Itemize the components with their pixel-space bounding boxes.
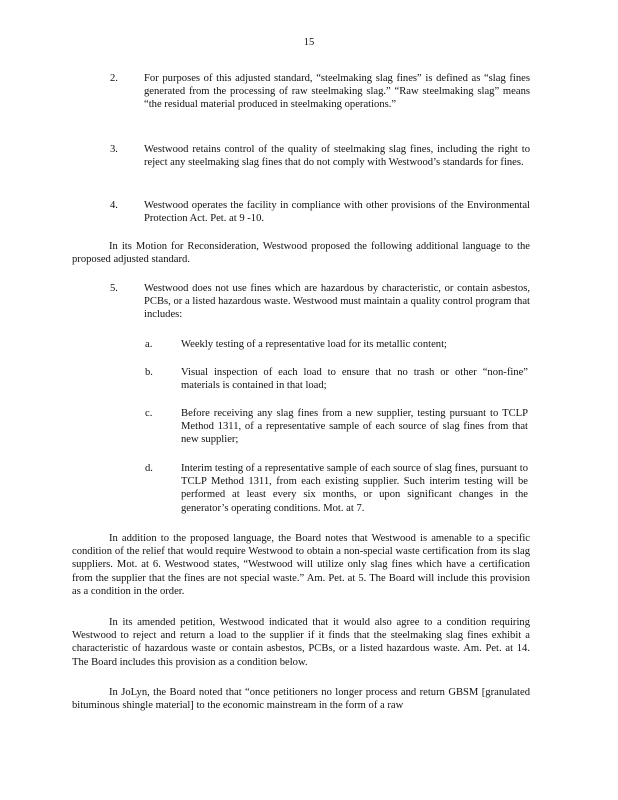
- sub-item-letter: b.: [145, 367, 153, 378]
- page-number: 15: [303, 37, 315, 48]
- item-number: 2.: [110, 73, 118, 84]
- paragraph-amended: In its amended petition, Westwood indicated that it would also agree to a condition requiring Westwood to reject and return a load to the supplier if it finds that the steelmaking slag fines exhibit a characteristic of hazardous waste or contain asbestos, PCBs, or a listed hazardous waste. Am. Pet. at 14. The Board includes this provision as a condition below.: [72, 617, 530, 668]
- numbered-item-3: [110, 143, 530, 169]
- sub-item-letter: d.: [145, 463, 153, 474]
- paragraph-addition: In addition to the proposed language, the Board notes that Westwood is amenable to a specific condition of the relief that would require Westwood to obtain a non-special waste certification from its slag suppliers. Mot. at 6. Westwood states, “Westwood will utilize only slag fines which have a certification from the supplier that the fines are not special waste.” Am. Pet. at 5. The Board will include this provision as a condition in the order.: [72, 533, 530, 597]
- item-text: For purposes of this adjusted standard, “steelmaking slag fines” is defined as “slag fines generated from the processing of raw steelmaking slag.” “Raw steelmaking slag” means “the residual material produced in steelmaking operations.”: [144, 73, 530, 111]
- numbered-item-4: [110, 199, 530, 225]
- sub-item-b: [145, 366, 528, 392]
- paragraph-jolyn: In JoLyn, the Board noted that “once petitioners no longer process and return GBSM [granulated bituminous shingle material] to the economic mainstream in the form of a raw: [72, 687, 530, 712]
- item-text: Westwood operates the facility in compliance with other provisions of the Environmental Protection Act. Pet. at 9 -10.: [144, 200, 530, 225]
- sub-item-text: Weekly testing of a representative load for its metallic content;: [181, 339, 447, 350]
- sub-item-a: [145, 338, 528, 351]
- sub-item-c: [145, 407, 528, 447]
- item-text: Westwood retains control of the quality of steelmaking slag fines, including the right to reject any steelmaking slag fines that do not comply with Westwood’s standards for fines.: [144, 144, 530, 169]
- sub-item-text: Before receiving any slag fines from a new supplier, testing pursuant to TCLP Method 1311, of a representative sample of each source of slag fines from that new supplier;: [181, 408, 528, 446]
- numbered-item-2: [110, 72, 530, 112]
- sub-item-letter: c.: [145, 408, 153, 419]
- item-number: 4.: [110, 200, 118, 211]
- paragraph-motion: In its Motion for Reconsideration, Westwood proposed the following additional language to the proposed adjusted standard.: [72, 241, 530, 266]
- item-number: 3.: [110, 144, 118, 155]
- item-text: Westwood does not use fines which are hazardous by characteristic, or contain asbestos, PCBs, or a listed hazardous waste. Westwood must maintain a quality control program that includes:: [144, 283, 530, 321]
- sub-item-letter: a.: [145, 339, 153, 350]
- item-number: 5.: [110, 283, 118, 294]
- sub-item-d: [145, 462, 528, 515]
- sub-item-text: Visual inspection of each load to ensure that no trash or other “non-fine” materials is contained in that load;: [181, 367, 528, 392]
- sub-item-text: Interim testing of a representative sample of each source of slag fines, pursuant to TCLP Method 1311, from each existing supplier. Such interim testing will be performed at least every six months, or upon significant changes in the generator’s operating conditions. Mot. at 7.: [181, 463, 528, 514]
- numbered-item-5: [110, 282, 530, 322]
